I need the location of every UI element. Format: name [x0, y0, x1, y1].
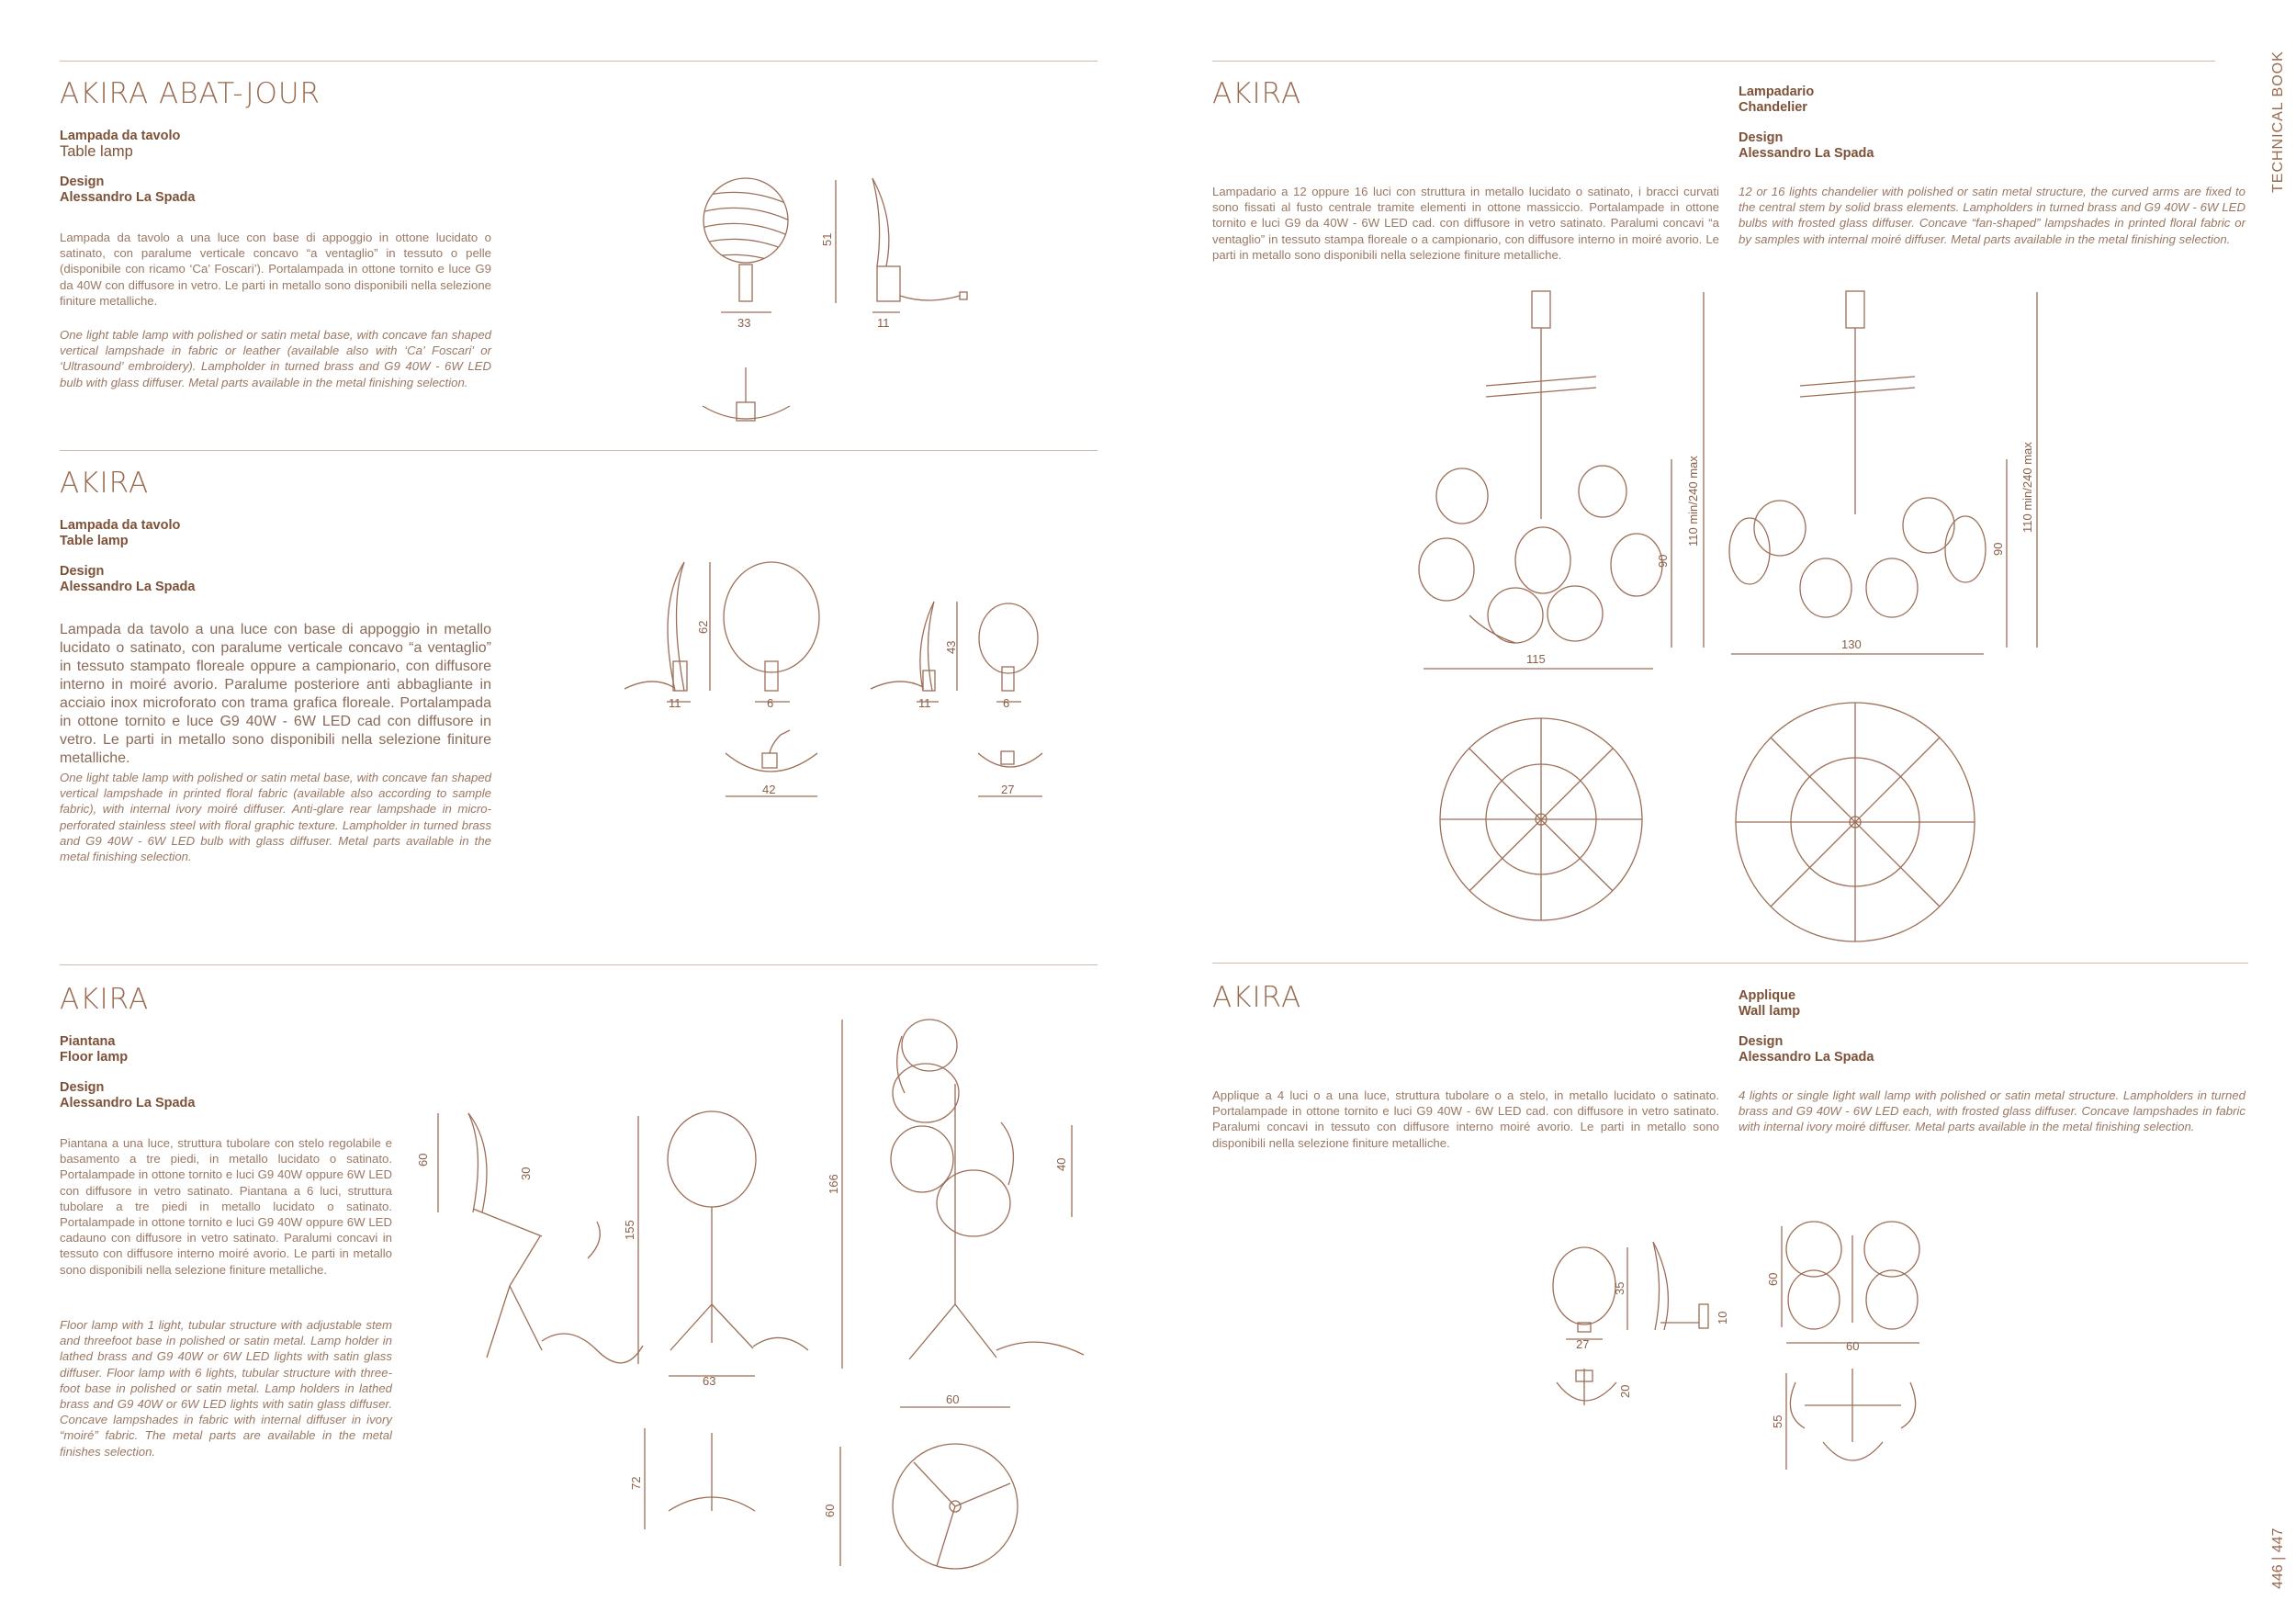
abatjour-front-drawing: [698, 178, 793, 312]
dim-label: 35: [1613, 1281, 1626, 1295]
dim-label: 60: [946, 1392, 960, 1406]
designer: Alessandro La Spada: [60, 580, 196, 594]
dim-label: 55: [1771, 1414, 1784, 1428]
wall-lamp-single-side-drawing: [1653, 1242, 1708, 1330]
dim-label: 30: [519, 1167, 533, 1180]
abatjour-top-drawing: [703, 367, 790, 421]
dim-label: 11: [918, 696, 931, 710]
type-it: Applique: [1739, 988, 1796, 1003]
section-title: AKIRA: [60, 983, 150, 1016]
dim-label: 60: [416, 1153, 430, 1167]
description-it: Lampada da tavolo a una luce con base di appoggio in metallo lucidato o satinato, con paralume verticale concavo “a ventaglio” in tessuto stampato floreale oppure a campionario, con diffusore interno in moiré avorio. Paralume posteriore anti abbagliante in acciaio inox microforato con trama grafica floreale. Portalampada in ottone tornito e luce G9 40W - 6W LED cad con diffusore in vetro. Le parti in metallo sono disponibili nella selezione finiture metalliche.: [60, 622, 491, 766]
dim-label: 90: [1991, 542, 2005, 556]
design-label: Design: [60, 564, 105, 579]
small-table-lamp-front-drawing: [979, 603, 1038, 702]
type-en: Chandelier: [1739, 100, 1807, 115]
description-it: Applique a 4 luci o a una luce, struttura tubolare o a stelo, in metallo lucidato o satinato. Portalampade in ottone tornito e luci G9 40W - 6W LED cad. con diffusore in vetro satinato. Paralumi concavi in tessuto con diffusore interno moiré avorio. Le parti in metallo sono disponibili nella selezione finiture metalliche.: [1212, 1088, 1719, 1150]
description-en: 4 lights or single light wall lamp with polished or satin metal structure. Lampholders in turned brass and G9 40W - 6W LED each, with frosted glass diffuser. Concave lampshades in fabric with internal ivory moiré diffuser. Metal parts available in the metal finishing selection.: [1739, 1088, 2245, 1134]
table-lamp-side-drawing: [625, 562, 691, 702]
wall-lamp-single-top-drawing: [1557, 1369, 1616, 1405]
floor-lamp-adjustable-drawing: [468, 1113, 643, 1363]
type-it: Lampada da tavolo: [60, 518, 181, 533]
dim-label: 110 min/240 max: [1686, 456, 1700, 547]
dim-label: 72: [629, 1476, 643, 1490]
section-title: AKIRA: [60, 467, 150, 500]
wall-lamp-four-light-top-drawing: [1790, 1369, 1915, 1460]
type-en: Floor lamp: [60, 1050, 129, 1065]
design-label: Design: [60, 175, 105, 189]
type-it: Lampadario: [1739, 85, 1815, 99]
dim-label: 166: [827, 1174, 840, 1194]
designer: Alessandro La Spada: [1739, 146, 1874, 161]
design-label: Design: [1739, 130, 1784, 145]
design-label: Design: [60, 1080, 105, 1095]
dim-label: 27: [1001, 783, 1015, 796]
chandelier-12-top-drawing: [1440, 718, 1642, 920]
description-it: Lampadario a 12 oppure 16 luci con struttura in metallo lucidato o satinato, i bracci curvati sono fissati al fusto centrale tramite elementi in ottone massiccio. Portalampade in ottone tornito e luci G9 da 40W - 6W LED cad. con diffusore in vetro satinato. Paralumi concavi “a ventaglio” in tessuto stampa floreale o a campionario, con diffusore interno in moiré avorio. Le parti in metallo sono disponibili nella selezione finiture metalliche.: [1212, 185, 1719, 262]
description-it: Lampada da tavolo a una luce con base di appoggio in ottone lucidato o satinato, con paralume verticale concavo “a ventaglio” in tessuto o pelle (disponibile con ricamo ‘Ca’ Foscari’). Portalampada in ottone tornito e luce G9 da 40W con diffusore in vetro. Le parti in metallo sono disponibili nella selezione finiture metalliche.: [60, 231, 491, 308]
type-en: Table lamp: [60, 143, 133, 160]
dim-label: 20: [1618, 1384, 1632, 1398]
dim-label: 42: [762, 783, 776, 796]
type-it: Lampada da tavolo: [60, 129, 181, 143]
dim-label: 155: [623, 1220, 636, 1240]
designer: Alessandro La Spada: [60, 190, 196, 205]
table-lamp-front-drawing: [724, 562, 819, 702]
dim-label: 43: [944, 640, 958, 654]
dim-label: 6: [767, 696, 774, 710]
dim-label: 90: [1656, 554, 1670, 568]
description-en: One light table lamp with polished or satin metal base, with concave fan shaped vertical lampshade in fabric or leather (available also with ‘Ca’ Foscari’ or ‘Ultrasound’ embroidery). Lampholder in turned brass and G9 40W - 6W LED bulb with glass diffuser. Metal parts available in the metal finishing selection.: [60, 328, 491, 389]
dim-label: 130: [1841, 637, 1862, 651]
description-en: Floor lamp with 1 light, tubular structure with adjustable stem and threefoot base in polished or satin metal. Lamp holder in lathed brass and G9 40W or 6W LED lights with satin glass diffuser. Floor lamp with 6 lights, tubular structure with three-foot base in polished or satin metal. Lamp holders in lathed brass and G9 40W or 6W LED lights with satin glass diffuser. Concave lampshades in fabric with internal diffuser in ivory “moiré” fabric. The metal parts are available in the metal finishes selection.: [60, 1318, 392, 1459]
floor-lamp-single-drawing: [668, 1111, 808, 1376]
floor-lamp-single-base-drawing: [669, 1433, 755, 1511]
dim-label: 10: [1716, 1311, 1729, 1324]
floor-lamp-six-light-top-drawing: [893, 1444, 1018, 1569]
designer: Alessandro La Spada: [1739, 1050, 1874, 1065]
dim-label: 6: [1003, 696, 1010, 710]
dim-label: 115: [1526, 652, 1546, 666]
dim-label: 27: [1576, 1337, 1590, 1351]
section-title: AKIRA ABAT-JOUR: [60, 77, 321, 110]
dim-label: 11: [877, 316, 890, 330]
type-en: Table lamp: [60, 534, 129, 548]
wall-lamp-four-light-drawing: [1786, 1222, 1919, 1343]
chandelier-16-drawing: [1729, 291, 1986, 654]
dim-label: 62: [696, 620, 710, 634]
dim-label: 63: [703, 1374, 716, 1388]
section-title: AKIRA: [1212, 77, 1302, 110]
description-en: One light table lamp with polished or satin metal base, with concave fan shaped vertical lampshade in printed floral fabric (available also according to sample fabric), with internal ivory moiré diffuser. Anti-glare rear lampshade in micro-perforated stainless steel with floral graphic texture. Lampholder in turned brass and G9 40W - 6W LED bulb with glass diffuser. Metal parts available in the metal finishing selection.: [60, 771, 491, 864]
abatjour-side-drawing: [872, 178, 967, 312]
dim-label: 40: [1054, 1157, 1068, 1171]
side-label: TECHNICAL BOOK: [2270, 51, 2286, 193]
wall-lamp-single-front-drawing: [1553, 1247, 1615, 1339]
page-numbers: 446 | 447: [2270, 1527, 2286, 1589]
dim-label: 51: [820, 232, 834, 246]
design-label: Design: [1739, 1034, 1784, 1049]
dim-label: 60: [1766, 1272, 1780, 1286]
floor-lamp-six-light-drawing: [891, 1020, 1084, 1407]
chandelier-12-drawing: [1419, 291, 1662, 669]
type-it: Piantana: [60, 1034, 116, 1049]
description-it: Piantana a una luce, struttura tubolare con stelo regolabile e basamento a tre piedi, in metallo lucidato o satinato. Portalampade in ottone tornito e luci G9 40W oppure 6W LED con diffusore in vetro satinato. Piantana a 6 luci, struttura tubolare a tre piedi in metallo lucidato o satinato. Portalampade in ottone tornito e luci G9 40W oppure 6W LED cadauno con diffusore in vetro satinato. Paralumi concavi in tessuto con diffusore interno moiré avorio. Le parti in metallo sono disponibili nella selezione finiture metalliche.: [60, 1136, 392, 1277]
chandelier-16-top-drawing: [1736, 703, 1975, 941]
dim-label: 110 min/240 max: [2020, 442, 2034, 533]
description-en: 12 or 16 lights chandelier with polished or satin metal structure, the curved arms are fixed to the central stem by solid brass elements. Lampholders in turned brass and G9 40W - 6W LED bulbs with frosted glass diffuser. Concave “fan-shaped” lampshades in printed floral fabric or by samples with internal moiré diffuser. Metal parts available in the metal finishing selection.: [1739, 185, 2245, 246]
section-title: AKIRA: [1212, 981, 1302, 1014]
designer: Alessandro La Spada: [60, 1096, 196, 1110]
dim-label: 11: [669, 696, 681, 710]
dim-label: 60: [823, 1504, 837, 1517]
dim-label: 60: [1846, 1339, 1860, 1353]
dim-label: 33: [737, 316, 751, 330]
type-en: Wall lamp: [1739, 1004, 1801, 1019]
